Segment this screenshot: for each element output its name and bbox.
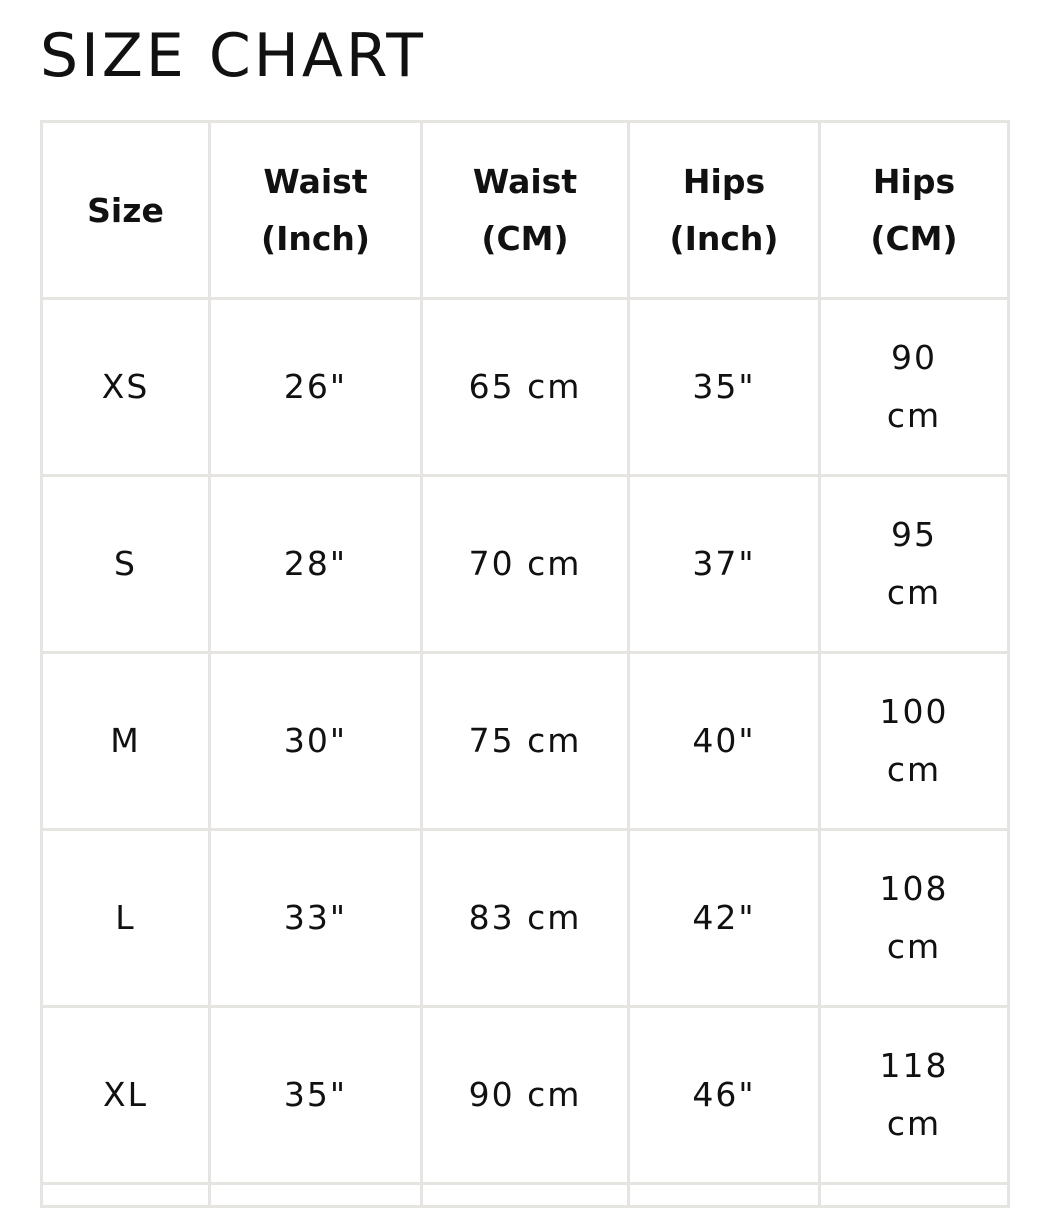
- page-title: SIZE CHART: [40, 21, 426, 91]
- column-header-size: Size: [42, 122, 210, 299]
- hips-cm-cell: [820, 476, 1009, 653]
- hips-inch-cell: 40": [629, 653, 820, 830]
- hips-cm-cell: [820, 299, 1009, 476]
- column-header-waist-inch: Waist (Inch): [210, 122, 422, 299]
- hips-cm-cell: [820, 653, 1009, 830]
- hips-inch-cell: 42": [629, 830, 820, 1007]
- table-row: [42, 653, 1009, 830]
- hips-cm-value: 118: [879, 1046, 949, 1085]
- hips-inch-cell: 46": [629, 1007, 820, 1184]
- waist-inch-cell: 33": [210, 830, 422, 1007]
- size-chart-table: [40, 120, 1010, 1208]
- waist-cm-cell: 70 cm: [422, 476, 629, 653]
- waist-cm-cell: 65 cm: [422, 299, 629, 476]
- waist-inch-cell: 26": [210, 299, 422, 476]
- waist-inch-cell: 28": [210, 476, 422, 653]
- size-cell: L: [42, 830, 210, 1007]
- table-row: [42, 299, 1009, 476]
- hips-cm-cell: [820, 830, 1009, 1007]
- empty-cell: [820, 1184, 1009, 1207]
- hips-cm-unit: cm: [886, 573, 942, 612]
- empty-cell: [42, 1184, 210, 1207]
- hips-cm-value: 95: [891, 515, 937, 554]
- table-row: [42, 1007, 1009, 1184]
- table-row: [42, 476, 1009, 653]
- hips-cm-value: 108: [879, 869, 949, 908]
- size-cell: XS: [42, 299, 210, 476]
- empty-cell: [629, 1184, 820, 1207]
- waist-cm-cell: 83 cm: [422, 830, 629, 1007]
- hips-cm-unit: cm: [886, 927, 942, 966]
- hips-cm-cell: [820, 1007, 1009, 1184]
- hips-cm-value: 90: [891, 338, 937, 377]
- empty-cell: [210, 1184, 422, 1207]
- size-cell: S: [42, 476, 210, 653]
- size-cell: XL: [42, 1007, 210, 1184]
- hips-cm-unit: cm: [886, 396, 942, 435]
- column-header-hips-inch: Hips (Inch): [629, 122, 820, 299]
- hips-inch-cell: 37": [629, 476, 820, 653]
- hips-cm-unit: cm: [886, 750, 942, 789]
- table-row-partial: [42, 1184, 1009, 1207]
- size-cell: M: [42, 653, 210, 830]
- waist-inch-cell: 30": [210, 653, 422, 830]
- waist-inch-cell: 35": [210, 1007, 422, 1184]
- column-header-hips-cm: Hips (CM): [820, 122, 1009, 299]
- table-row: [42, 830, 1009, 1007]
- column-header-waist-cm: Waist (CM): [422, 122, 629, 299]
- empty-cell: [422, 1184, 629, 1207]
- table-header-row: [42, 122, 1009, 299]
- waist-cm-cell: 90 cm: [422, 1007, 629, 1184]
- hips-cm-unit: cm: [886, 1104, 942, 1143]
- hips-cm-value: 100: [879, 692, 949, 731]
- waist-cm-cell: 75 cm: [422, 653, 629, 830]
- hips-inch-cell: 35": [629, 299, 820, 476]
